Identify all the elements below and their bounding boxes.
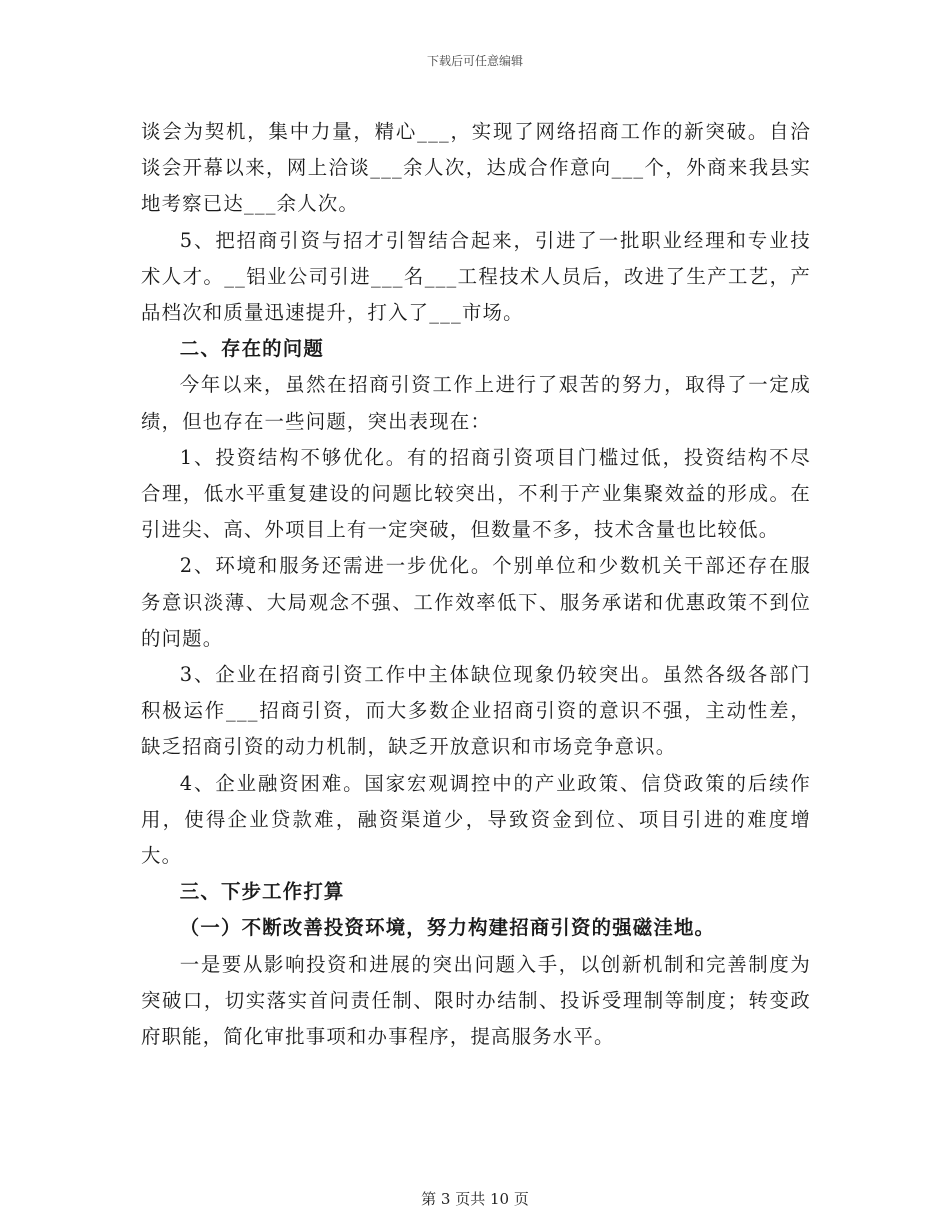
body-paragraph: 今年以来，虽然在招商引资工作上进行了艰苦的努力，取得了一定成绩，但也存在一些问题，突出表现在： <box>141 373 811 433</box>
body-paragraph: 谈会为契机，集中力量，精心___，实现了网络招商工作的新突破。自洽谈会开幕以来，网上洽谈___余人次，达成合作意向___个，外商来我县实地考察已达___余人次。 <box>141 120 811 216</box>
body-paragraph: 一是要从影响投资和进展的突出问题入手，以创新机制和完善制度为突破口，切实落实首问责任制、限时办结制、投诉受理制等制度；转变政府职能，简化审批事项和办事程序，提高服务水平。 <box>141 952 811 1049</box>
page-header-note: 下载后可任意编辑 <box>426 54 523 68</box>
section-heading: 三、下步工作打算 <box>179 880 345 904</box>
page-number: 第 3 页共 10 页 <box>421 1190 529 1208</box>
body-paragraph: 4、企业融资困难。国家宏观调控中的产业政策、信贷政策的后续作用，使得企业贷款难，融资渠道少，导致资金到位、项目引进的难度增大。 <box>141 771 811 868</box>
document-body <box>141 114 811 1055</box>
section-heading: 二、存在的问题 <box>179 337 324 361</box>
body-paragraph: 2、环境和服务还需进一步优化。个别单位和少数机关干部还存在服务意识淡薄、大局观念不强、工作效率低下、服务承诺和优惠政策不到位的问题。 <box>141 554 811 650</box>
body-paragraph: 5、把招商引资与招才引智结合起来，引进了一批职业经理和专业技术人才。__铝业公司引进___名___工程技术人员后，改进了生产工艺，产品档次和质量迅速提升，打入了___市场。 <box>141 228 811 325</box>
body-paragraph: 1、投资结构不够优化。有的招商引资项目门槛过低，投资结构不尽合理，低水平重复建设的问题比较突出，不利于产业集聚效益的形成。在引进尖、高、外项目上有一定突破，但数量不多，技术含量也比较低。 <box>141 445 811 542</box>
subsection-heading: （一）不断改善投资环境，努力构建招商引资的强磁洼地。 <box>179 916 716 940</box>
body-paragraph: 3、企业在招商引资工作中主体缺位现象仍较突出。虽然各级各部门积极运作___招商引资，而大多数企业招商引资的意识不强，主动性差，缺乏招商引资的动力机制，缺乏开放意识和市场竞争意识。 <box>141 663 811 759</box>
